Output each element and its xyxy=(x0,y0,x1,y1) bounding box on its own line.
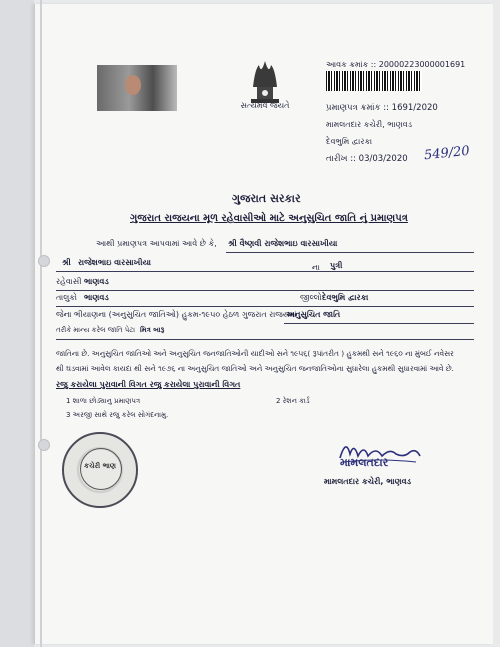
father-name: રાજેશભાઇ વારસાખીયા xyxy=(78,258,152,267)
para-line-1: જાતિના છે. અનુસુચિત જાતિઓ અને અનુસુચિત જનજાતિઓની યાદીઓ સને ૧૯૫૬( રૂપાંતરીત ) હુકમથી સને ૧૯૬૦ ના મુંબઈ નવેસર xyxy=(56,349,454,358)
district-label: જીલ્લો xyxy=(300,293,322,302)
signatory-title: મામલતદાર xyxy=(340,456,389,469)
para-line-2: થી ઘડવામાં આવેલ કાયદા થી સને ૧૯૭૬ ના અનુસુચિત જાતિઓ અને અનુસુચિત જનજાતિઓના સુધારેલા હુકમથી સુધારવામાં આવે છે. xyxy=(56,364,454,373)
certificate-number: પ્રમાણપત્ર ક્રમાંક :: 1691/2020 xyxy=(326,103,438,113)
prefix-shri: શ્રી xyxy=(62,258,71,267)
category-line xyxy=(284,323,474,324)
emblem-caption: સત્યમેવ જયતે xyxy=(240,101,290,110)
issuing-office: મામલતદાર કચેરી, ભાણવડ xyxy=(326,120,412,129)
signatory-office: મામલતદાર કચેરી, ભાણવડ xyxy=(324,477,411,486)
document-item-1: 1 શાળા છોડ્યાનુ પ્રમાણપત્ર xyxy=(66,397,141,405)
punch-hole-bottom xyxy=(38,439,50,451)
documents-heading: રજુ કરાયેલા પુરાવાની વિગત રજુ કરાયેલા પુરાવાની વિગત xyxy=(56,380,241,389)
applicant-line xyxy=(226,252,474,253)
punch-hole-top xyxy=(38,255,50,267)
seal-text: કચેરી ભાણ xyxy=(83,462,117,470)
category-value: અનુસુચિત જાતિ xyxy=(286,310,341,319)
left-margin xyxy=(0,0,34,647)
relation-value: પુત્રી xyxy=(330,261,343,270)
issuing-district: દેવભુમિ દ્વારકા xyxy=(326,137,373,146)
applicant-name: શ્રી વૈષ્ણવી રાજેશભાઇ વારસાખીયા xyxy=(228,239,338,248)
resident-line xyxy=(56,290,474,291)
order-text: જેના ભીયાણના (અનુસુચિત જાતિઓ) હુકમ-૧૯૫૦ હેઠળ ગુજરાત રાજયમાં xyxy=(56,310,298,319)
taluka-value: ભાણવડ xyxy=(84,293,109,302)
relation-label: ના xyxy=(312,263,320,272)
intro-text: આથી પ્રમાણપત્ર આપવામાં આવે છે કે, xyxy=(96,239,217,248)
district-value: દેવભુમિ દ્વારકા xyxy=(322,293,369,302)
taluka-line xyxy=(56,306,474,307)
govt-title: ગુજરાત સરકાર xyxy=(232,192,301,205)
document-item-2: 2 રેશન કાર્ડ xyxy=(276,397,310,405)
office-seal xyxy=(62,432,138,508)
taluka-label: તાલુકો xyxy=(56,293,77,302)
applicant-photo xyxy=(97,65,177,111)
caste-label: તરીકે માન્ય કરેલ જાતિ પેટા xyxy=(56,326,136,334)
barcode-label: આવક ક્રમાંક :: 20000223000001691 xyxy=(326,60,466,69)
resident-label: રહેવાસી xyxy=(56,277,82,286)
resident-value: ભાણવડ xyxy=(84,277,109,286)
document-item-3: 3 અરજી સાથે રજુ કરેલ સોગંદનામુ. xyxy=(66,411,169,419)
certificate-title: ગુજરાત રાજયના મૂળ રહેવાસીઓ માટે અનુસુચિત જાતિ નું પ્રમાણપત્ર xyxy=(130,213,408,224)
barcode xyxy=(326,71,422,91)
caste-value: મિત્ર બારૂ xyxy=(140,326,165,334)
issue-date: તારીખ :: 03/03/2020 xyxy=(326,154,408,164)
handwritten-number: 549/20 xyxy=(423,143,471,164)
father-line xyxy=(56,271,474,272)
caste-line xyxy=(56,339,474,340)
page-fold xyxy=(40,0,42,647)
